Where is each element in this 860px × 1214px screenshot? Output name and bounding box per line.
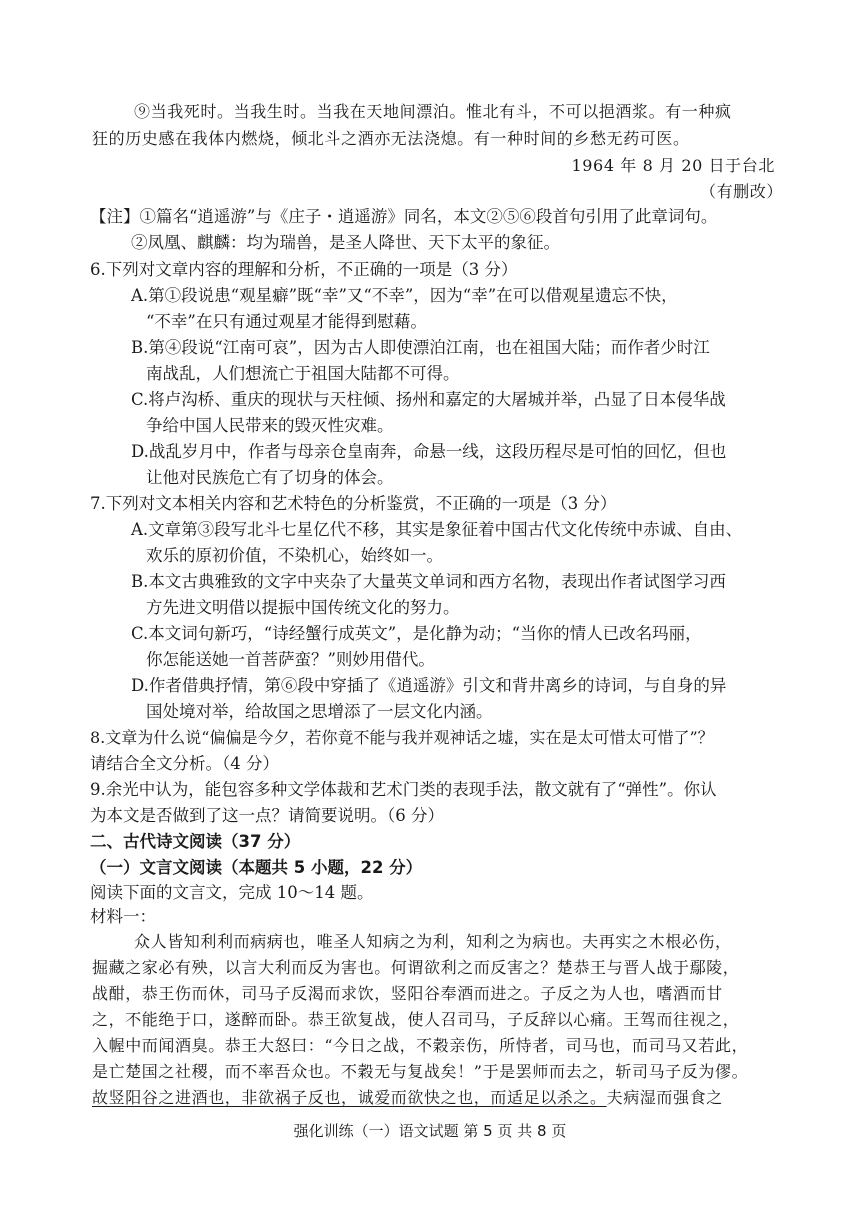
q6-option-d-line-2: 让他对民族危亡有了切身的体会。 <box>146 468 394 487</box>
note-line-1: 【注】①篇名“逍遥游”与《庄子・逍遥游》同名，本文②⑤⑥段首句引用了此章词句。 <box>90 207 718 226</box>
question-9-line-1: 9.余光中认为，能包容多种文学体裁和艺术门类的表现手法，散文就有了“弹性”。你认 <box>90 780 717 799</box>
q7-option-d-line-2: 国处境对举，给故国之思增添了一层文化内涵。 <box>146 702 493 721</box>
q7-option-d-line-1: D.作者借典抒情，第⑥段中穿插了《逍遥游》引文和背井离乡的诗词，与自身的异 <box>131 676 727 695</box>
q7-option-b-line-2: 方先进文明借以提振中国传统文化的努力。 <box>146 598 460 617</box>
section-2-subtitle: （一）文言文阅读（本题共 5 小题，22 分） <box>90 858 423 877</box>
underlined-sentence: 故竖阳谷之进酒也，非欲祸子反也，诚爱而欲快之也，而适足以杀之。 <box>92 1088 607 1107</box>
q6-option-c-line-2: 争给中国人民带来的毁灭性灾难。 <box>146 416 394 435</box>
section-2-instruction: 阅读下面的文言文，完成 10～14 题。 <box>90 883 374 902</box>
page-footer: 强化训练（一）语文试题 第 5 页 共 8 页 <box>293 1122 567 1140</box>
classical-line-4: 之，不能绝于口，遂醉而卧。恭王欲复战，使人召司马，子反辞以心痛。王驾而往视之， <box>92 1010 740 1029</box>
paragraph-9-line-2: 狂的历史感在我体内燃烧，倾北斗之酒亦无法浇熄。有一种时间的乡愁无药可医。 <box>92 129 690 148</box>
question-8-line-1: 8.文章为什么说“偏偏是今夕，若你竟不能与我并观神话之墟，实在是太可惜太可惜了”？ <box>90 728 714 747</box>
classical-line-2: 掘藏之家必有殃，以言大利而反为害也。何谓欲利之而反害之？楚恭王与晋人战于鄢陵， <box>92 958 740 977</box>
classical-line-1: 众人皆知利利而病病也，唯圣人知病之为利，知利之为病也。夫再实之木根必伤， <box>134 932 732 951</box>
note-line-2: ②凤凰、麒麟：均为瑞兽，是圣人降世、天下太平的象征。 <box>131 233 560 252</box>
classical-line-7-rest: 夫病湿而强食之 <box>606 1088 723 1107</box>
material-1-label: 材料一： <box>90 907 156 926</box>
classical-line-3: 战酣，恭王伤而休，司马子反渴而求饮，竖阳谷奉酒而进之。子反之为人也，嗜酒而甘 <box>92 984 723 1003</box>
q6-option-a-line-2: “不幸”在只有通过观星才能得到慰藉。 <box>146 312 427 331</box>
classical-line-5: 入幄中而闻酒臭。恭王大怒曰：“今日之战，不穀亲伤，所恃者，司马也，而司马又若此， <box>92 1036 749 1055</box>
section-2-title: 二、古代诗文阅读（37 分） <box>90 832 301 851</box>
question-8-line-2: 请结合全文分析。（4 分） <box>90 754 279 773</box>
paragraph-9-line-1: ⑨当我死时。当我生时。当我在天地间漂泊。惟北有斗，不可以挹酒浆。有一种疯 <box>134 102 732 121</box>
q6-option-a-line-1: A.第①段说患“观星癖”既“幸”又“不幸”，因为“幸”在可以借观星遗忘不快， <box>131 286 678 305</box>
question-6-stem: 6.下列对文章内容的理解和分析，不正确的一项是（3 分） <box>90 260 518 279</box>
q7-option-c-line-1: C.本文词句新巧，“诗经蟹行成英文”，是化静为动；“当你的情人已改名玛丽， <box>131 624 702 643</box>
passage-date: 1964 年 8 月 20 日于台北 <box>571 156 775 175</box>
q7-option-b-line-1: B.本文古典雅致的文字中夹杂了大量英文单词和西方名物，表现出作者试图学习西 <box>131 572 726 591</box>
q7-option-c-line-2: 你怎能送她一首菩萨蛮？”则妙用借代。 <box>146 650 435 669</box>
question-7-stem: 7.下列对文本相关内容和艺术特色的分析鉴赏，不正确的一项是（3 分） <box>90 494 617 513</box>
passage-edited-note: （有删改） <box>699 182 783 201</box>
q7-option-a-line-2: 欢乐的原初价值，不染机心，始终如一。 <box>146 546 443 565</box>
question-9-line-2: 为本文是否做到了这一点？请简要说明。（6 分） <box>90 806 444 825</box>
classical-line-7 <box>92 1087 723 1109</box>
q6-option-b-line-2: 南战乱，人们想流亡于祖国大陆都不可得。 <box>146 364 460 383</box>
q6-option-c-line-1: C.将卢沟桥、重庆的现状与天柱倾、扬州和嘉定的大屠城并举，凸显了日本侵华战 <box>131 390 726 409</box>
q6-option-b-line-1: B.第④段说“江南可哀”，因为古人即使漂泊江南，也在祖国大陆；而作者少时江 <box>131 338 710 357</box>
classical-line-6: 是亡楚国之社稷，而不率吾众也。不穀无与复战矣！”于是罢师而去之，斩司马子反为僇。 <box>92 1062 749 1081</box>
q6-option-d-line-1: D.战乱岁月中，作者与母亲仓皇南奔，命悬一线，这段历程尽是可怕的回忆，但也 <box>131 442 727 461</box>
q7-option-a-line-1: A.文章第③段写北斗七星亿代不移，其实是象征着中国古代文化传统中赤诚、自由、 <box>131 520 743 539</box>
